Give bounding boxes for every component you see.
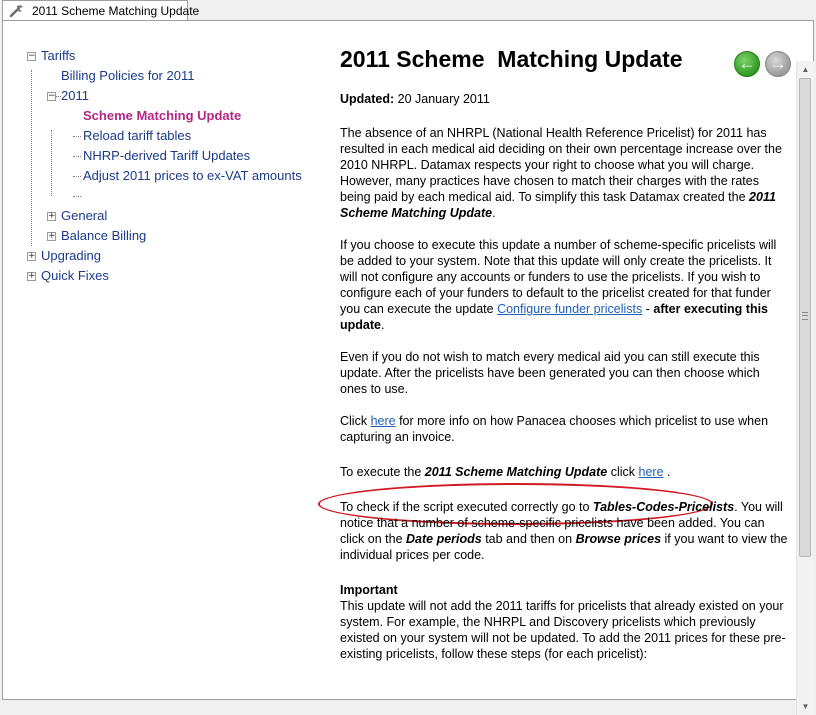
tree-item-adjust-2011-prices[interactable]: Adjust 2011 prices to ex-VAT amounts xyxy=(83,168,302,183)
page-title: 2011 Scheme Matching Update xyxy=(340,46,683,72)
execute-update-name: 2011 Scheme Matching Update xyxy=(424,465,608,479)
match-paragraph: Even if you do not wish to match every medical aid you can still execute this update. After the pricelists have been generated you can then choose which ones to use. xyxy=(340,350,760,396)
execute-line: To execute the 2011 Scheme Matching Update click here . xyxy=(340,465,671,479)
execute-here-link[interactable]: here xyxy=(638,465,664,479)
tables-codes-pricelists-path: Tables-Codes-Pricelists xyxy=(592,500,735,514)
back-arrow-icon[interactable]: ← xyxy=(734,51,760,77)
tree-item-billing-policies[interactable]: Billing Policies for 2011 xyxy=(61,68,195,83)
configure-paragraph: If you choose to execute this update a number of scheme-specific pricelists will be added to your system. Note that this update will only create the pricelists. It will not configure any accounts or funders to use the pricelists. If you wish to configure each of your funders to default to the pricelist created for that funder you can execute the update Configure funder pricelists - after executing this update. xyxy=(340,238,777,332)
tree-item-general[interactable]: General xyxy=(61,208,108,223)
tree-item-tariffs[interactable]: Tariffs xyxy=(41,48,76,63)
tree-item-nhrp-derived-updates[interactable]: NHRP-derived Tariff Updates xyxy=(83,148,251,163)
scrollbar-thumb[interactable] xyxy=(799,78,811,557)
check-paragraph: To check if the script executed correctly go to Tables-Codes-Pricelists. You will notice that a number of scheme-specific pricelists have been added. You can click on the Date periods tab and then on Browse prices if you want to view the individual prices per code. xyxy=(340,500,788,562)
expand-quick-fixes-icon[interactable]: + xyxy=(28,271,36,281)
wrench-icon xyxy=(9,4,25,18)
important-heading: Important xyxy=(340,583,398,597)
updated-date: 20 January 2011 xyxy=(394,92,490,106)
tree-item-upgrading[interactable]: Upgrading xyxy=(41,248,101,263)
tree-item-reload-tariff-tables[interactable]: Reload tariff tables xyxy=(83,128,192,143)
expand-general-icon[interactable]: + xyxy=(48,211,56,221)
tree-connector xyxy=(31,70,32,246)
collapse-tariffs-icon[interactable]: − xyxy=(28,51,36,61)
tree-item-scheme-matching-update[interactable]: Scheme Matching Update xyxy=(83,108,242,123)
tree-connector xyxy=(73,156,81,157)
date-periods-tab-ref: Date periods xyxy=(406,532,482,546)
info-paragraph: Click here for more info on how Panacea chooses which pricelist to use when capturing an invoice. xyxy=(340,414,769,444)
tree-connector xyxy=(51,130,52,196)
scroll-down-icon[interactable]: ▼ xyxy=(801,702,810,711)
grip-icon xyxy=(802,312,808,320)
tab-scheme-matching-update[interactable] xyxy=(2,0,200,21)
article-content xyxy=(340,45,788,662)
tree-connector xyxy=(73,196,81,197)
collapse-2011-icon[interactable]: − xyxy=(48,91,56,101)
browse-prices-ref: Browse prices xyxy=(575,532,662,546)
topic-tree xyxy=(21,46,321,296)
updated-label: Updated: xyxy=(340,92,395,106)
more-info-here-link[interactable]: here xyxy=(370,414,396,428)
expand-balance-billing-icon[interactable]: + xyxy=(48,231,56,241)
tree-item-2011[interactable]: 2011 xyxy=(61,88,89,103)
important-paragraph: This update will not add the 2011 tariffs for pricelists that already existed on your system. For example, the NHRPL and Discovery pricelists which previously existed on your system will not be updated. To add the 2011 prices for these pre-existing pricelists, follow these steps (for each pricelist): xyxy=(340,599,786,661)
configure-funder-pricelists-link[interactable]: Configure funder pricelists xyxy=(497,302,643,316)
tree-connector xyxy=(73,176,81,177)
update-name: 2011 Scheme Matching Update xyxy=(340,190,776,220)
forward-arrow-icon[interactable]: → xyxy=(765,51,791,77)
tree-item-balance-billing[interactable]: Balance Billing xyxy=(61,228,147,243)
intro-paragraph: The absence of an NHRPL (National Health Reference Pricelist) for 2011 has resulted in each medical aid deciding on their own percentage increase over the 2010 NHRPL. Datamax respects your right to choose what you will charge. However, many practices have chosen to match their charges with the rates being paid by each medical aid. To simplify this task Datamax created the 2011 Scheme Matching Update. xyxy=(340,126,782,220)
tab-label: 2011 Scheme Matching Update xyxy=(32,4,200,18)
expand-upgrading-icon[interactable]: + xyxy=(28,251,36,261)
scroll-up-icon[interactable]: ▲ xyxy=(801,65,810,74)
tab-strip xyxy=(0,0,816,21)
updated-line xyxy=(340,91,788,107)
tree-connector xyxy=(73,136,81,137)
vertical-scrollbar[interactable] xyxy=(796,61,814,715)
after-executing-note: after executing this update xyxy=(340,302,769,332)
tree-item-quick-fixes[interactable]: Quick Fixes xyxy=(41,268,109,283)
